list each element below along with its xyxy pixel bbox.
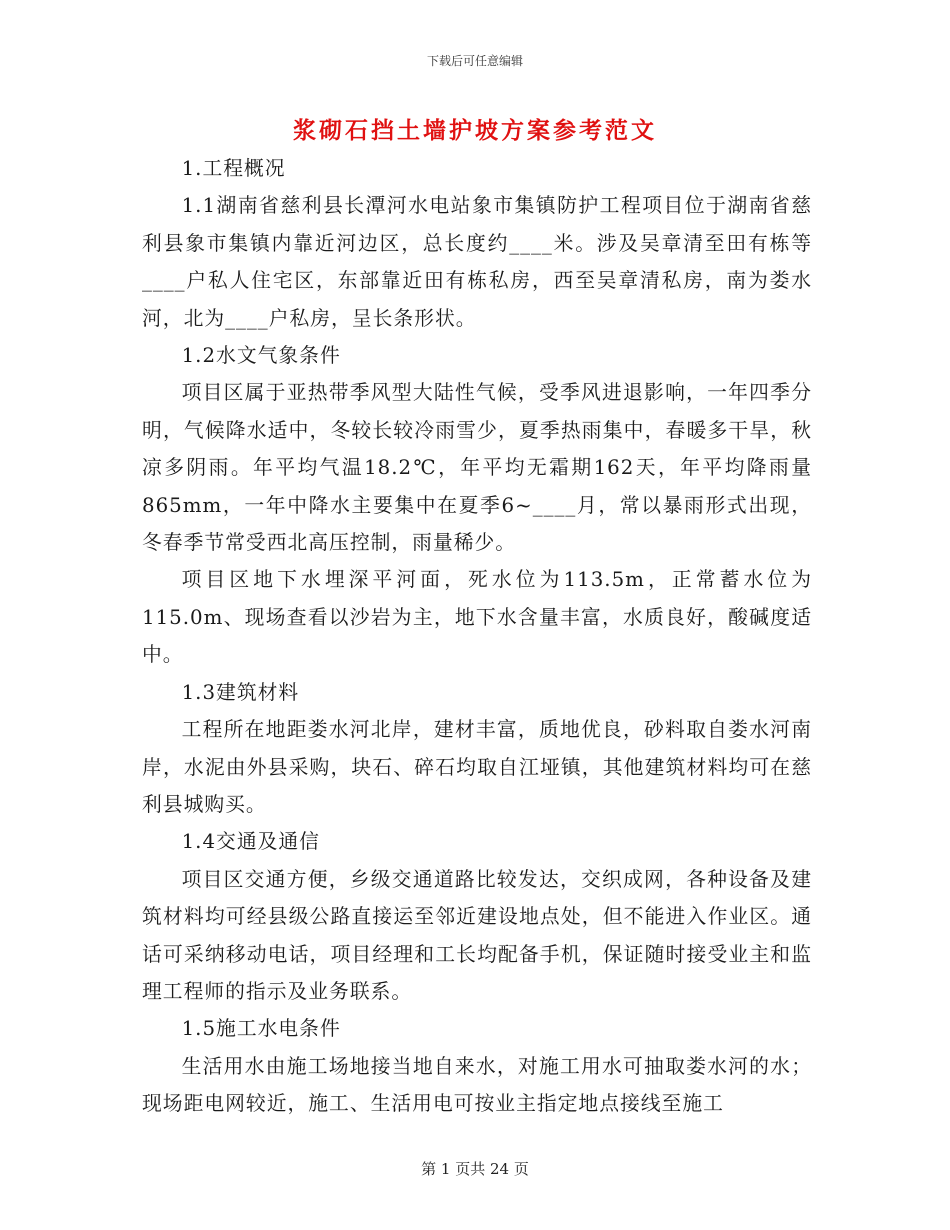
body-paragraph: 项目区属于亚热带季风型大陆性气候，受季风进退影响，一年四季分明，气候降水适中，冬较长较冷雨雪少，夏季热雨集中，春暖多干旱，秋凉多阴雨。年平均气温18.2℃，年平均无霜期162天，年平均降雨量865mm，一年中降水主要集中在夏季6~____月，常以暴雨形式出现，冬春季节常受西北高压控制，雨量稀少。 bbox=[142, 381, 812, 555]
section-heading: 1.5施工水电条件 bbox=[181, 1017, 341, 1041]
document-body bbox=[142, 150, 812, 1123]
section-heading: 1.工程概况 bbox=[181, 157, 286, 180]
page-footer: 第 1 页共 24 页 bbox=[421, 1160, 529, 1178]
section-heading: 1.4交通及通信 bbox=[181, 830, 320, 854]
body-paragraph: 项目区地下水埋深平河面，死水位为113.5m，正常蓄水位为115.0m、现场查看以沙岩为主，地下水含量丰富，水质良好，酸碱度适中。 bbox=[142, 568, 812, 667]
section-heading: 1.2水文气象条件 bbox=[181, 344, 341, 368]
body-paragraph: 项目区交通方便，乡级交通道路比较发达，交织成网，各种设备及建筑材料均可经县级公路直接运至邻近建设地点处，但不能进入作业区。通话可采纳移动电话，项目经理和工长均配备手机，保证随时接受业主和监理工程师的指示及业务联系。 bbox=[142, 867, 812, 1003]
page-header: 下载后可任意编辑 bbox=[426, 54, 523, 68]
body-paragraph: 生活用水由施工场地接当地自来水，对施工用水可抽取娄水河的水；现场距电网较近，施工、生活用电可按业主指定地点接线至施工 bbox=[142, 1054, 812, 1116]
body-paragraph: 工程所在地距娄水河北岸，建材丰富，质地优良，砂料取自娄水河南岸，水泥由外县采购，块石、碎石均取自江垭镇，其他建筑材料均可在慈利县城购买。 bbox=[142, 718, 812, 816]
document-title: 浆砌石挡土墙护坡方案参考范文 bbox=[293, 117, 657, 144]
section-heading: 1.3建筑材料 bbox=[181, 680, 300, 704]
body-paragraph: 1.1湖南省慈利县长潭河水电站象市集镇防护工程项目位于湖南省慈利县象市集镇内靠近河边区，总长度约____米。涉及吴章清至田有栋等____户私人住宅区，东部靠近田有栋私房，西至吴章清私房，南为娄水河，北为____户私房，呈长条形状。 bbox=[142, 194, 812, 330]
